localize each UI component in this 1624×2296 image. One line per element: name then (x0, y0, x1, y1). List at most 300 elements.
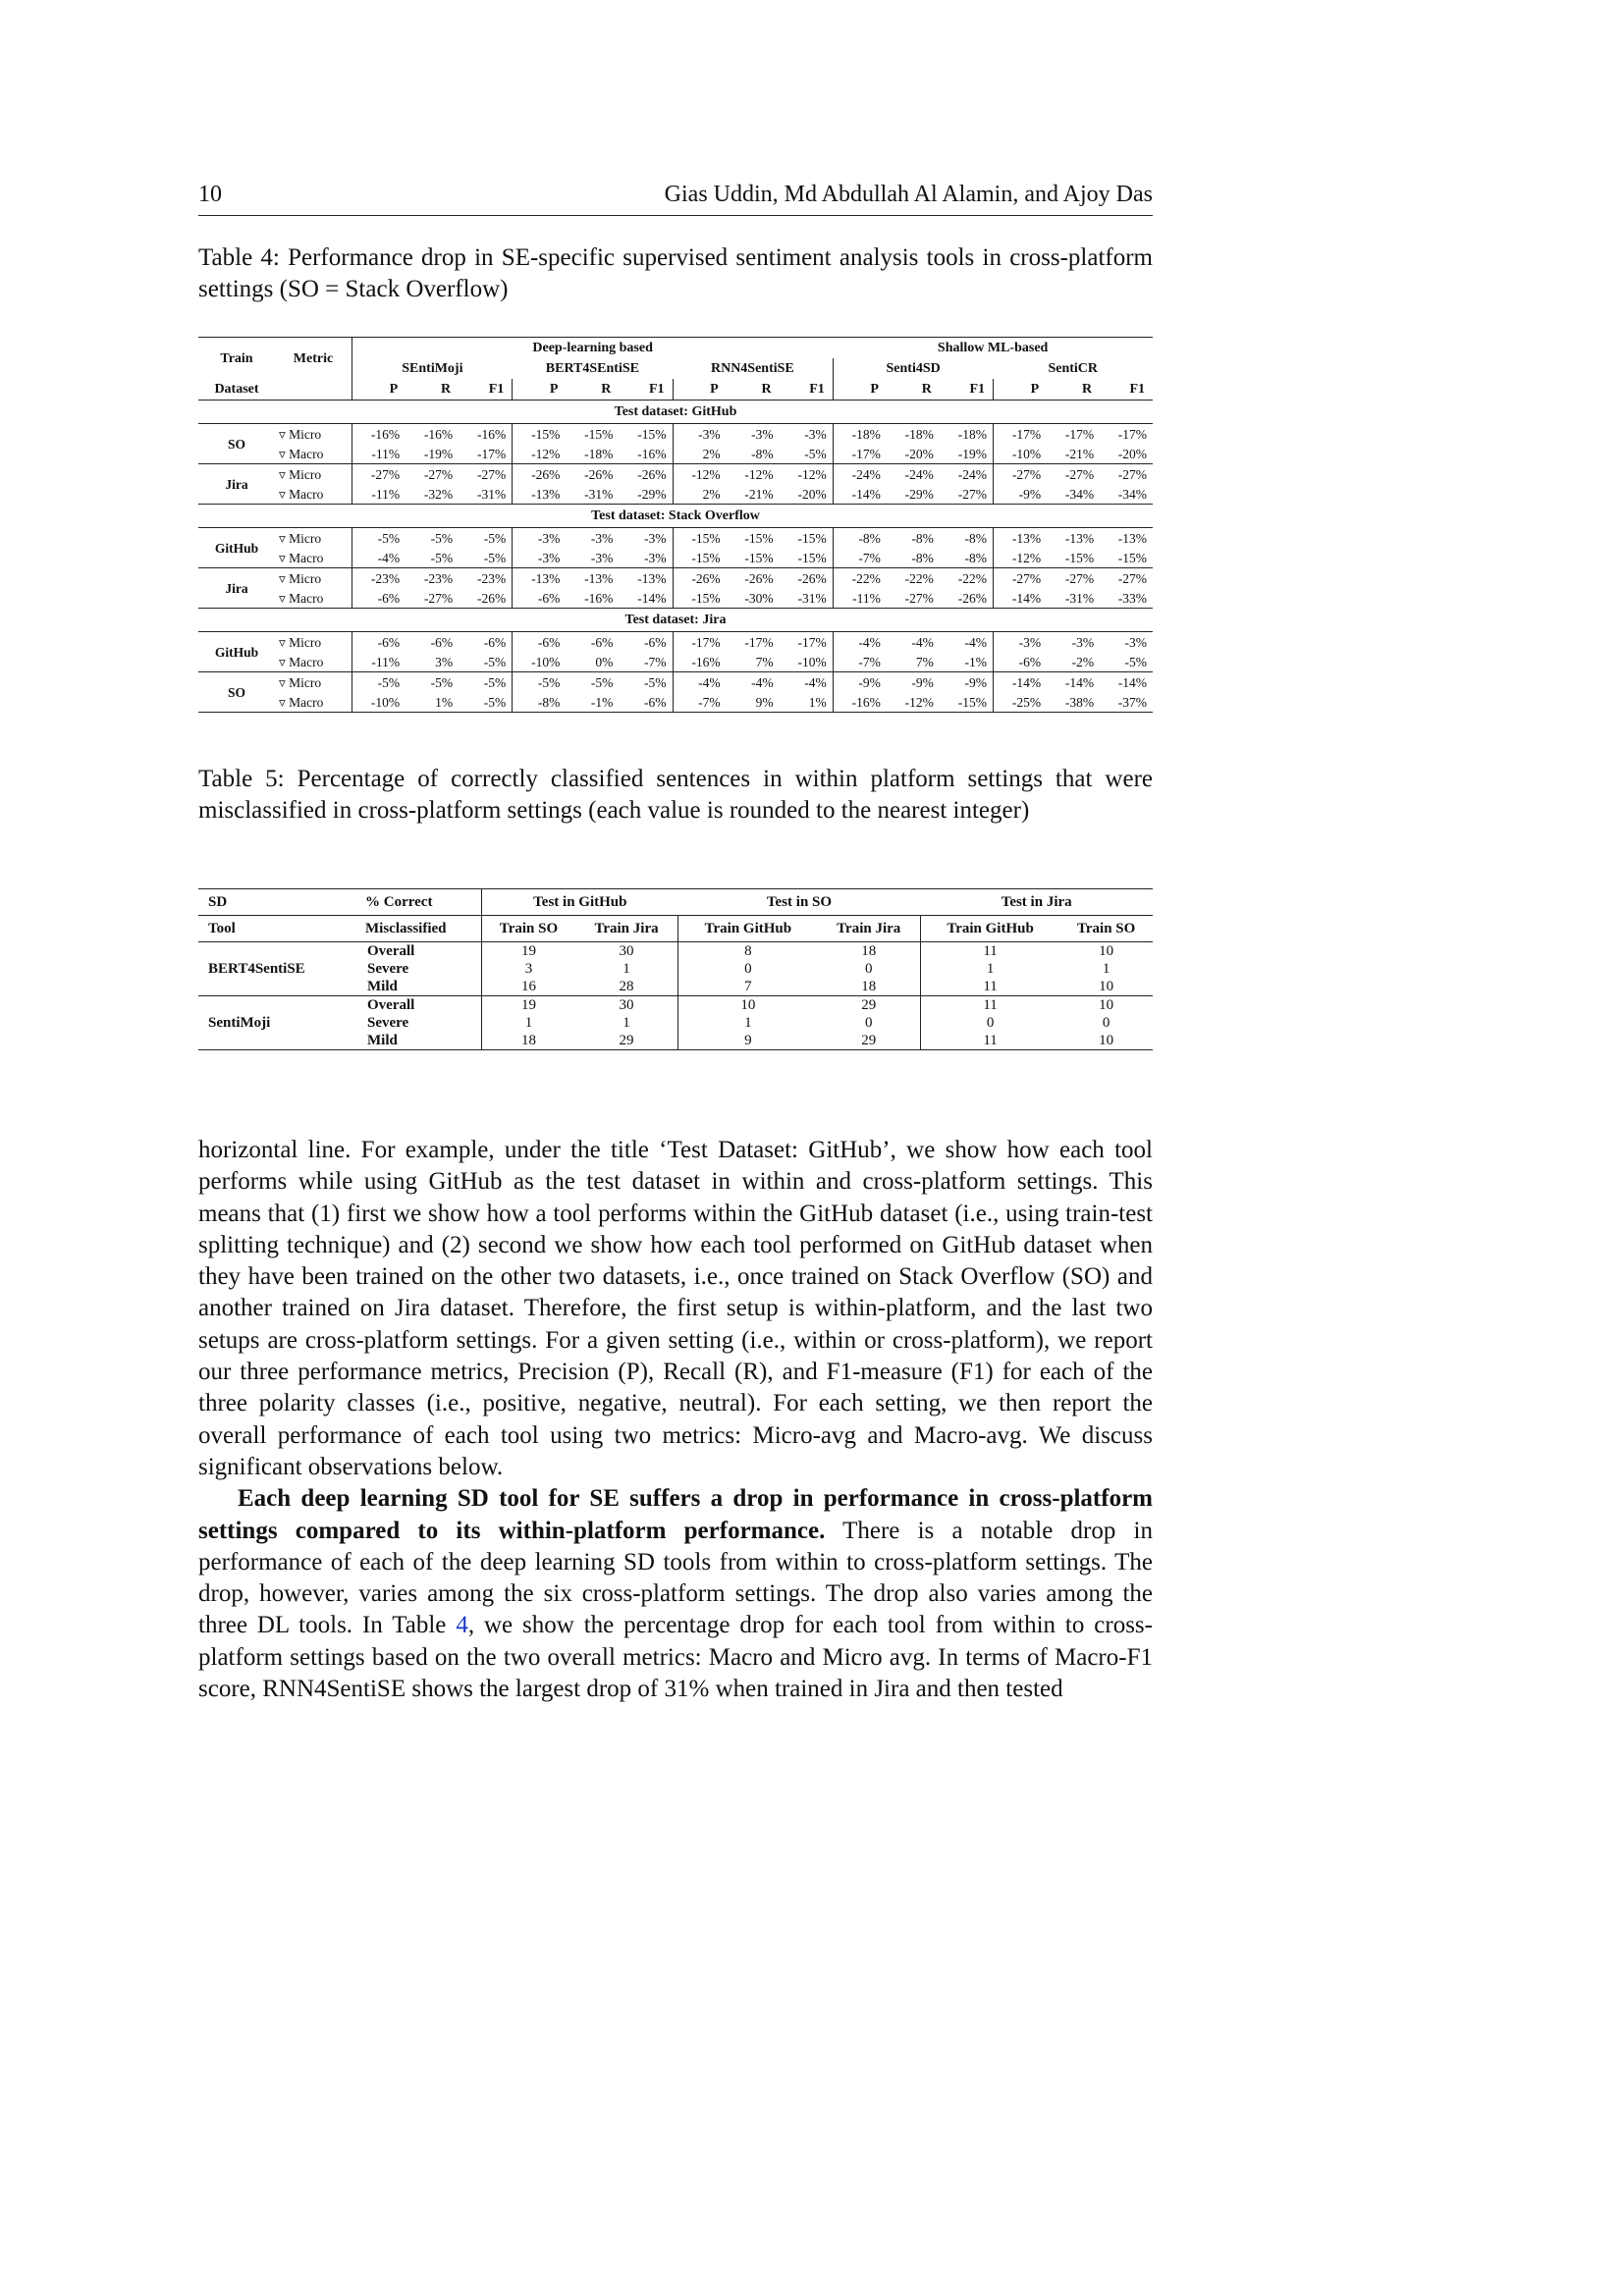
table-row (198, 444, 1153, 464)
table-cell: 11 (920, 1032, 1059, 1050)
table-cell: -15% (584, 426, 614, 442)
table-4-ref-link[interactable]: 4 (456, 1612, 468, 1639)
table-cell: 1 (482, 1014, 575, 1032)
t4-col-header: F1 (969, 382, 985, 397)
table-cell: -9% (964, 674, 987, 690)
table-cell: 11 (920, 996, 1059, 1015)
table-cell: -34% (1064, 486, 1095, 502)
table-row (198, 652, 1153, 672)
t4-tool-sentimoji: SEntiMoji (352, 358, 513, 379)
table-cell: -21% (744, 486, 774, 502)
table-cell: -15% (957, 694, 987, 710)
paragraph-2-lead: Each deep learning SD tool for SE suffers a drop in performance in cross-platform settings compared to its within-platform performance. (198, 1485, 1153, 1544)
metric-label: ▿ Micro (279, 466, 322, 482)
table-cell: -27% (477, 466, 507, 482)
table-cell: -6% (644, 694, 667, 710)
table-cell: -18% (833, 424, 887, 445)
table4 (198, 337, 1153, 713)
table-cell: -3% (513, 528, 567, 549)
table-cell: 29 (861, 997, 877, 1013)
table-cell: -5% (483, 550, 507, 565)
table-cell: -26% (477, 590, 507, 606)
table-cell: -12% (673, 464, 727, 485)
table-cell: -17% (673, 632, 727, 653)
table-cell: 18 (861, 979, 877, 994)
row-label: Severe (367, 961, 409, 977)
table-cell: -29% (904, 486, 934, 502)
table5-caption: Table 5: Percentage of correctly classified sentences in within platform settings that were misclassified in cross-platform settings (each value is rounded to the nearest integer) (198, 766, 1153, 824)
table-cell: -27% (423, 590, 454, 606)
table-cell: 0 (678, 960, 818, 978)
table-cell: 1 (920, 960, 1059, 978)
table-cell: -15% (637, 426, 667, 442)
table-cell: -32% (423, 486, 454, 502)
table-cell: 1 (623, 1015, 630, 1031)
section-title: Test dataset: GitHub (198, 400, 1153, 424)
table-cell: -34% (1117, 486, 1147, 502)
table-cell: -31% (477, 486, 507, 502)
table-cell: -15% (673, 528, 727, 549)
table-cell: -8% (513, 692, 567, 713)
table-cell: -5% (483, 694, 507, 710)
t4-col-header: P (513, 379, 567, 400)
table-cell: -17% (477, 446, 507, 461)
table-cell: -4% (673, 672, 727, 693)
table-cell: 0 (1102, 1015, 1110, 1031)
table-cell: 7% (915, 654, 934, 669)
table-cell: 10 (1099, 943, 1114, 959)
table-cell: -5% (513, 672, 567, 693)
t5-test-so: Test in SO (766, 894, 833, 910)
table-cell: -15% (673, 588, 727, 609)
table-cell: -26% (513, 464, 567, 485)
t4-col-header: P (994, 379, 1048, 400)
table-cell: -2% (1071, 654, 1095, 669)
table-cell: -27% (994, 464, 1048, 485)
table-cell: -14% (994, 672, 1048, 693)
table-cell: -3% (1124, 634, 1147, 650)
table-cell: 19 (482, 942, 575, 961)
train-dataset: SO (227, 436, 245, 452)
table-cell: -5% (430, 550, 454, 565)
table-cell: -3% (590, 550, 614, 565)
table-cell: 18 (482, 1032, 575, 1050)
page-number: 10 (198, 182, 222, 207)
table-cell: -16% (833, 692, 887, 713)
table-cell: -13% (994, 528, 1048, 549)
table-cell: -3% (644, 530, 667, 546)
table-cell: -10% (352, 692, 406, 713)
table-cell: 7% (755, 654, 774, 669)
table-cell: 28 (619, 979, 634, 994)
table-cell: -11% (833, 588, 887, 609)
table-cell: 10 (1099, 997, 1114, 1013)
table-cell: -3% (673, 424, 727, 445)
train-dataset: Jira (225, 580, 248, 596)
table-cell: -6% (513, 632, 567, 653)
table-cell: -5% (430, 674, 454, 690)
table-cell: -23% (423, 570, 454, 586)
table-cell: -3% (804, 426, 827, 442)
t5-h-sd: SD (208, 894, 228, 910)
table-cell: -4% (804, 674, 827, 690)
table-cell: -16% (477, 426, 507, 442)
table-cell: 30 (619, 997, 634, 1013)
table-row (198, 568, 1153, 589)
table-cell: -30% (744, 590, 774, 606)
table-row (198, 996, 1153, 1015)
table-cell: -29% (637, 486, 667, 502)
paragraph-2-text-a: There is a notable drop in performance of each of the deep learning SD tools from within to cross-platform settings. The drop, however, varies among the six cross-platform settings. The drop also varies among the three DL tools. In Table (198, 1517, 1153, 1639)
metric-label: ▿ Macro (279, 590, 324, 606)
table-cell: 0% (595, 654, 614, 669)
t4-col-header: R (601, 382, 612, 397)
table-cell: 10 (1099, 1033, 1114, 1048)
t4-col-header: F1 (488, 382, 505, 397)
t4-tool-senticr: SentiCR (1048, 361, 1099, 376)
table-cell: 29 (619, 1033, 634, 1048)
table-cell: -5% (590, 674, 614, 690)
table4-caption: Table 4: Performance drop in SE-specific supervised sentiment analysis tools in cross-platform settings (SO = Stack Overflow) (198, 244, 1153, 302)
table-cell: 1% (435, 694, 454, 710)
table-cell: -10% (797, 654, 827, 669)
table-cell: -10% (994, 444, 1048, 464)
table-cell: -8% (964, 530, 987, 546)
table-cell: -14% (994, 588, 1048, 609)
table-cell: -6% (644, 634, 667, 650)
table-cell: -13% (1064, 530, 1095, 546)
table-cell: -15% (673, 548, 727, 568)
table-cell: -7% (644, 654, 667, 669)
table-cell: -31% (1064, 590, 1095, 606)
running-authors: Gias Uddin, Md Abdullah Al Alamin, and Ajoy Das (664, 182, 1153, 207)
row-label: Overall (367, 943, 415, 959)
table-cell: 9% (755, 694, 774, 710)
table-cell: -6% (352, 588, 406, 609)
table-cell: 2% (673, 444, 727, 464)
t4-group-shallow: Shallow ML-based (937, 341, 1049, 355)
t4-col-header: R (1081, 382, 1093, 397)
metric-label: ▿ Macro (279, 694, 324, 710)
table-cell: -3% (590, 530, 614, 546)
t4-tool-rnn4sentise: RNN4SentiSE (710, 361, 794, 376)
running-header (198, 182, 1153, 216)
table-cell: 11 (920, 942, 1059, 961)
table-cell: -17% (1117, 426, 1147, 442)
table-cell: -11% (352, 652, 406, 672)
train-dataset: GitHub (214, 644, 259, 660)
table-cell: -4% (751, 674, 774, 690)
table-cell: -27% (1117, 570, 1147, 586)
table-cell: 0 (864, 961, 873, 977)
section-title: Test dataset: Jira (198, 609, 1153, 632)
table-cell: -21% (1064, 446, 1095, 461)
table-cell: -20% (1117, 446, 1147, 461)
table-cell: -12% (904, 694, 934, 710)
t4-metric-label: Metric (293, 350, 334, 366)
table-cell: -3% (1071, 634, 1095, 650)
table-cell: -5% (352, 672, 406, 693)
table-row (198, 528, 1153, 549)
t5-h-correct: % Correct (365, 894, 433, 910)
table-cell: -5% (352, 528, 406, 549)
table-cell: -5% (483, 654, 507, 669)
table-cell: -17% (833, 444, 887, 464)
table-cell: -13% (513, 484, 567, 505)
t4-col-header: F1 (1129, 382, 1145, 397)
table-row (198, 942, 1153, 961)
table-cell: -7% (833, 548, 887, 568)
table-cell: 3 (482, 960, 575, 978)
row-label: Overall (367, 997, 415, 1013)
table-cell: -18% (904, 426, 934, 442)
table-cell: -18% (584, 446, 614, 461)
table-cell: -26% (584, 466, 614, 482)
table-cell: -5% (804, 446, 827, 461)
table-cell: -3% (513, 548, 567, 568)
table-cell: -16% (584, 590, 614, 606)
table-cell: -6% (513, 588, 567, 609)
table-cell: -12% (994, 548, 1048, 568)
table-cell: -7% (833, 652, 887, 672)
table-cell: -16% (423, 426, 454, 442)
table-cell: 3% (435, 654, 454, 669)
table-cell: -3% (644, 550, 667, 565)
table-cell: -13% (584, 570, 614, 586)
table-cell: -1% (964, 654, 987, 669)
train-dataset: Jira (225, 476, 248, 492)
table-cell: -5% (644, 674, 667, 690)
t5-train-col: Train Jira (837, 921, 901, 936)
table-cell: -27% (1064, 466, 1095, 482)
row-label: Severe (367, 1015, 409, 1031)
table-cell: -6% (352, 632, 406, 653)
table-cell: -8% (964, 550, 987, 565)
table-cell: -27% (957, 486, 987, 502)
train-dataset: GitHub (214, 540, 259, 556)
table-cell: -6% (430, 634, 454, 650)
table-cell: 0 (864, 1015, 873, 1031)
table-cell: -13% (1117, 530, 1147, 546)
table-cell: -10% (513, 652, 567, 672)
table-cell: -17% (797, 634, 827, 650)
table-cell: -4% (352, 548, 406, 568)
table-cell: -9% (911, 674, 934, 690)
table-cell: -16% (352, 424, 406, 445)
table-cell: -27% (904, 590, 934, 606)
table-cell: 7 (678, 978, 818, 996)
table-cell: -22% (904, 570, 934, 586)
metric-label: ▿ Macro (279, 550, 324, 565)
table-cell: -26% (957, 590, 987, 606)
table-cell: -6% (590, 634, 614, 650)
table-cell: -5% (483, 530, 507, 546)
table-cell: -15% (744, 550, 774, 565)
t4-col-header: F1 (648, 382, 665, 397)
table-cell: -13% (637, 570, 667, 586)
t5-test-github: Test in GitHub (482, 889, 678, 916)
table-cell: -1% (590, 694, 614, 710)
t4-col-header: R (440, 382, 452, 397)
table-cell: -19% (957, 446, 987, 461)
table-cell: -23% (477, 570, 507, 586)
table-cell: -14% (833, 484, 887, 505)
metric-label: ▿ Macro (279, 446, 324, 461)
table-cell: -27% (352, 464, 406, 485)
table-cell: -17% (994, 424, 1048, 445)
table5 (198, 888, 1153, 1050)
table-cell: 1 (678, 1014, 818, 1032)
table-cell: -19% (423, 446, 454, 461)
table-cell: -22% (833, 568, 887, 589)
table-cell: -22% (957, 570, 987, 586)
table-cell: -15% (1064, 550, 1095, 565)
table-cell: -26% (797, 570, 827, 586)
table-cell: -11% (352, 444, 406, 464)
table-cell: 2% (673, 484, 727, 505)
table-cell: 19 (482, 996, 575, 1015)
body-text (198, 1135, 1153, 1705)
table-cell: -6% (994, 652, 1048, 672)
table-cell: 16 (482, 978, 575, 996)
t4-col-header: P (352, 379, 406, 400)
row-label: Mild (367, 1033, 398, 1048)
table-cell: -26% (637, 466, 667, 482)
table-cell: 18 (861, 943, 877, 959)
table-cell: -8% (751, 446, 774, 461)
table-cell: -9% (833, 672, 887, 693)
table-row (198, 548, 1153, 568)
table-cell: -16% (637, 446, 667, 461)
table-cell: -5% (483, 674, 507, 690)
table-cell: -7% (673, 692, 727, 713)
table-cell: -17% (1064, 426, 1095, 442)
t4-col-header: R (921, 382, 932, 397)
t4-col-header: P (673, 379, 727, 400)
table-cell: 30 (619, 943, 634, 959)
metric-label: ▿ Micro (279, 426, 322, 442)
table-cell: -9% (994, 484, 1048, 505)
t4-col-header: F1 (809, 382, 825, 397)
tool-name: BERT4SentiSE (208, 961, 305, 977)
table-cell: -27% (994, 568, 1048, 589)
table-cell: -14% (1064, 674, 1095, 690)
table-cell: -14% (1117, 674, 1147, 690)
table-cell: 0 (920, 1014, 1059, 1032)
table-cell: -31% (584, 486, 614, 502)
table-cell: -18% (957, 426, 987, 442)
table-cell: -6% (483, 634, 507, 650)
table-cell: 10 (678, 996, 818, 1015)
table-cell: -20% (904, 446, 934, 461)
table-cell: -24% (957, 466, 987, 482)
table-cell: -13% (513, 568, 567, 589)
table-cell: -15% (1117, 550, 1147, 565)
table-cell: -37% (1117, 694, 1147, 710)
t4-col-header: P (833, 379, 887, 400)
t5-test-jira: Test in Jira (1001, 894, 1072, 910)
table-cell: -12% (744, 466, 774, 482)
metric-label: ▿ Micro (279, 530, 322, 546)
table-cell: -4% (833, 632, 887, 653)
table-cell: -12% (513, 444, 567, 464)
t5-train-col: Train SO (1076, 921, 1136, 936)
table-cell: 10 (1099, 979, 1114, 994)
t4-tool-bert4sentise: BERT4SEntiSE (545, 361, 639, 376)
table-cell: -4% (964, 634, 987, 650)
table-cell: -8% (833, 528, 887, 549)
row-label: Mild (367, 979, 398, 994)
table-row (198, 464, 1153, 485)
table-cell: 1% (808, 694, 827, 710)
table-cell: -27% (1117, 466, 1147, 482)
metric-label: ▿ Micro (279, 634, 322, 650)
paragraph-1: horizontal line. For example, under the title ‘Test Dataset: GitHub’, we show how each tool performs while using GitHub as the test dataset in within and cross-platform settings. This means that (1) first we show how a tool performs within the GitHub dataset (i.e., using train-test splitting technique) and (2) second we show how each tool performed on GitHub dataset when they have been trained on the other two datasets, i.e., once trained on Stack Overflow (SO) and another trained on Jira dataset. Therefore, the first setup is within-platform, and the last two setups are cross-platform settings. For a given setting (i.e., within or cross-platform), we report our three performance metrics, Precision (P), Recall (R), and F1-measure (F1) for each of the three polarity classes (i.e., positive, negative, neutral). For each setting, we then report the overall performance of each tool using two metrics: Micro-avg and Macro-avg. We discuss significant observations below. (198, 1137, 1153, 1480)
table-row (198, 672, 1153, 693)
table-cell: -15% (797, 550, 827, 565)
table-cell: -15% (513, 424, 567, 445)
t5-h-misclassified: Misclassified (365, 921, 447, 936)
paragraph-2-text-b: , we show the percentage drop for each tool from within to cross-platform settings based on the two overall metrics: Macro and Micro avg. In terms of Macro-F1 score, RNN4SentiSE shows the largest drop of 31% when trained in Jira and then tested (198, 1612, 1153, 1703)
table-cell: -11% (352, 484, 406, 505)
table-cell: -3% (751, 426, 774, 442)
table-cell: -3% (994, 632, 1048, 653)
tool-name: SentiMoji (208, 1015, 271, 1031)
t5-train-col: Train SO (482, 916, 575, 942)
table-cell: -25% (994, 692, 1048, 713)
table-cell: -14% (637, 590, 667, 606)
table-cell: -26% (673, 568, 727, 589)
metric-label: ▿ Micro (279, 570, 322, 586)
table-cell: -20% (797, 486, 827, 502)
metric-label: ▿ Macro (279, 486, 324, 502)
table-cell: -24% (904, 466, 934, 482)
t4-dataset-label: Dataset (214, 382, 259, 397)
table-cell: -12% (797, 466, 827, 482)
table-cell: -27% (1064, 570, 1095, 586)
table-cell: -38% (1064, 694, 1095, 710)
table-row (198, 692, 1153, 713)
table-cell: 8 (678, 942, 818, 961)
metric-label: ▿ Macro (279, 654, 324, 669)
table-cell: -15% (797, 530, 827, 546)
table-cell: -31% (797, 590, 827, 606)
train-dataset: SO (227, 684, 245, 700)
t5-h-tool: Tool (208, 921, 236, 936)
table-cell: -16% (673, 652, 727, 672)
table-cell: -23% (352, 568, 406, 589)
table-row (198, 424, 1153, 445)
table-row (198, 484, 1153, 505)
t4-col-header: R (761, 382, 772, 397)
table-cell: -8% (911, 530, 934, 546)
table-cell: 1 (623, 961, 630, 977)
table-cell: -5% (1124, 654, 1147, 669)
table-cell: 11 (920, 978, 1059, 996)
paragraph-2 (198, 1483, 1153, 1705)
table-cell: -15% (744, 530, 774, 546)
table-row (198, 632, 1153, 653)
table-cell: 9 (678, 1032, 818, 1050)
t4-tool-senti4sd: Senti4SD (833, 358, 993, 379)
t5-train-col: Train Jira (594, 921, 659, 936)
table-cell: -33% (1117, 590, 1147, 606)
table-cell: -8% (911, 550, 934, 565)
table-cell: -5% (430, 530, 454, 546)
t4-group-dl: Deep-learning based (352, 338, 834, 359)
metric-label: ▿ Micro (279, 674, 322, 690)
table-row (198, 588, 1153, 609)
